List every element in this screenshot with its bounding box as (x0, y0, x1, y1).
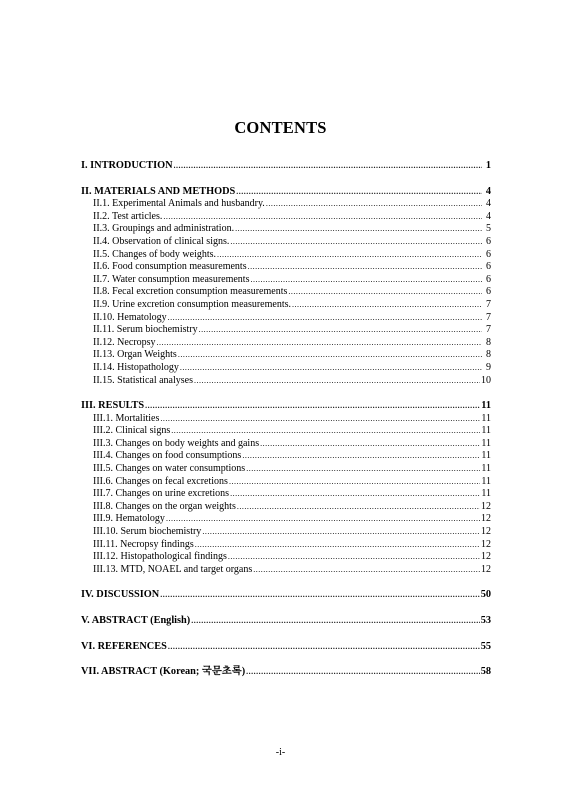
toc-entry-page-number: 11 (481, 488, 491, 500)
toc-subsection-entry (81, 261, 491, 274)
toc-subsection-entry (81, 513, 491, 526)
dot-leader (168, 641, 480, 654)
toc-entry-page-number: 11 (481, 450, 491, 462)
toc-entry-page-number: 9 (486, 361, 491, 373)
toc-entry-page-number: 6 (486, 235, 491, 247)
dot-leader (180, 362, 482, 375)
dot-leader (236, 186, 482, 199)
dot-leader (191, 615, 479, 628)
toc-entry-page-number: 53 (480, 615, 491, 626)
toc-entry-page-number: 6 (486, 286, 491, 298)
toc-entry-label: II.13. Organ Weights (93, 349, 177, 361)
toc-subsection-entry (81, 249, 491, 262)
page-number-footer: -i- (275, 747, 286, 758)
toc-entry-label: II.11. Serum biochemistry (93, 324, 198, 336)
toc-subsection-entry (81, 488, 491, 501)
toc-entry-label: III.6. Changes on fecal excretions (93, 475, 228, 487)
dot-leader (160, 413, 480, 426)
toc-subsection-entry (81, 349, 491, 362)
dot-leader (217, 249, 482, 262)
toc-section-entry (81, 666, 491, 679)
dot-leader (246, 666, 480, 679)
dot-leader (171, 425, 480, 438)
toc-entry-page-number: 6 (486, 261, 491, 273)
toc-entry-label: II.1. Experimental Animals and husbandry. (93, 198, 265, 210)
toc-subsection-entry (81, 526, 491, 539)
toc-entry-label: III.9. Hematology (93, 513, 165, 525)
toc-entry-page-number: 12 (481, 563, 491, 575)
toc-entry-page-number: 12 (481, 526, 491, 538)
dot-leader (194, 375, 480, 388)
toc-subsection-entry (81, 450, 491, 463)
section-gap (81, 628, 491, 641)
dot-leader (246, 463, 480, 476)
toc-entry-page-number: 11 (481, 463, 491, 475)
toc-subsection-entry (81, 539, 491, 552)
dot-leader (242, 450, 480, 463)
dot-leader (166, 513, 480, 526)
toc-entry-label: III. RESULTS (81, 400, 145, 412)
dot-leader (199, 324, 482, 337)
dot-leader (163, 211, 482, 224)
toc-entry-label: III.11. Necropsy findings (93, 538, 194, 550)
toc-entry-label: III.4. Changes on food consumptions (93, 450, 242, 462)
toc-subsection-entry (81, 564, 491, 577)
dot-leader (228, 551, 480, 564)
dot-leader (288, 286, 482, 299)
dot-leader (266, 198, 482, 211)
toc-subsection-entry (81, 425, 491, 438)
toc-entry-page-number: 50 (480, 589, 491, 601)
toc-entry-page-number: 10 (481, 374, 491, 386)
toc-subsection-entry (81, 274, 491, 287)
toc-entry-label: II.12. Necropsy (93, 336, 156, 348)
page-title: CONTENTS (234, 118, 327, 137)
toc-subsection-entry (81, 312, 491, 325)
dot-leader (250, 274, 482, 287)
toc-entry-page-number: 11 (481, 412, 491, 424)
toc-entry-label: II.14. Histopathology (93, 361, 179, 373)
table-of-contents (81, 160, 491, 679)
toc-entry-label: II.5. Changes of body weights. (93, 248, 217, 260)
toc-subsection-entry (81, 362, 491, 375)
toc-entry-label: III.7. Changes on urine excretions (93, 488, 230, 500)
toc-entry-page-number: 7 (486, 324, 491, 336)
toc-entry-page-number: 12 (481, 538, 491, 550)
toc-subsection-entry (81, 476, 491, 489)
toc-entry-label: II.3. Groupings and administration. (93, 223, 235, 235)
toc-entry-page-number: 58 (480, 666, 491, 678)
toc-subsection-entry (81, 236, 491, 249)
toc-entry-page-number: 11 (481, 475, 491, 487)
toc-subsection-entry (81, 501, 491, 514)
toc-subsection-entry (81, 438, 491, 451)
dot-leader (292, 299, 482, 312)
toc-subsection-entry (81, 337, 491, 350)
toc-entry-label: II.10. Hematology (93, 311, 167, 323)
toc-subsection-entry (81, 375, 491, 388)
toc-section-entry (81, 589, 491, 602)
toc-entry-page-number: 8 (486, 336, 491, 348)
section-gap (81, 602, 491, 615)
toc-entry-label: I. INTRODUCTION (81, 160, 173, 171)
section-gap (81, 653, 491, 666)
dot-leader (145, 400, 480, 413)
toc-section-entry (81, 400, 491, 413)
toc-entry-label: II.9. Urine excretion consumption measurements. (93, 298, 291, 310)
toc-entry-label: II.4. Observation of clinical signs. (93, 235, 230, 247)
toc-subsection-entry (81, 223, 491, 236)
toc-subsection-entry (81, 551, 491, 564)
toc-section-entry (81, 615, 491, 628)
toc-entry-page-number: 11 (481, 437, 491, 449)
toc-entry-label: II. MATERIALS AND METHODS (81, 185, 236, 197)
dot-leader (237, 501, 480, 514)
toc-entry-page-number: 6 (486, 248, 491, 260)
toc-entry-page-number: 7 (486, 298, 491, 310)
toc-entry-label: II.6. Food consumption measurements (93, 261, 247, 273)
toc-entry-page-number: 12 (481, 500, 491, 512)
toc-entry-label: III.5. Changes on water consumptions (93, 463, 246, 475)
toc-section-entry (81, 160, 491, 173)
toc-entry-page-number: 4 (486, 198, 491, 210)
toc-entry-page-number: 11 (481, 400, 491, 412)
toc-entry-page-number: 12 (481, 513, 491, 525)
section-gap (81, 173, 491, 186)
dot-leader (168, 312, 482, 325)
dot-leader (202, 526, 480, 539)
toc-subsection-entry (81, 286, 491, 299)
toc-entry-label: III.3. Changes on body weights and gains (93, 437, 260, 449)
toc-entry-page-number: 4 (486, 210, 491, 222)
toc-entry-label: III.13. MTD, NOAEL and target organs (93, 563, 253, 575)
toc-entry-page-number: 1 (485, 160, 491, 171)
toc-entry-page-number: 55 (480, 640, 491, 652)
toc-section-entry (81, 641, 491, 654)
toc-section-entry (81, 186, 491, 199)
toc-entry-page-number: 5 (486, 223, 491, 235)
dot-leader (160, 589, 479, 602)
dot-leader (253, 564, 480, 577)
dot-leader (248, 261, 482, 274)
dot-leader (178, 349, 482, 362)
toc-subsection-entry (81, 211, 491, 224)
toc-entry-label: V. ABSTRACT (English) (81, 615, 191, 626)
dot-leader (229, 476, 480, 489)
dot-leader (174, 160, 482, 173)
dot-leader (235, 223, 482, 236)
toc-entry-page-number: 8 (486, 349, 491, 361)
toc-subsection-entry (81, 198, 491, 211)
toc-entry-label: II.2. Test articles. (93, 210, 163, 222)
dot-leader (230, 488, 480, 501)
toc-subsection-entry (81, 324, 491, 337)
toc-entry-page-number: 12 (481, 551, 491, 563)
section-gap (81, 387, 491, 400)
toc-entry-page-number: 7 (486, 311, 491, 323)
toc-subsection-entry (81, 299, 491, 312)
toc-entry-page-number: 4 (485, 185, 491, 197)
dot-leader (195, 539, 480, 552)
toc-entry-label: III.8. Changes on the organ weights (93, 500, 236, 512)
toc-entry-label: III.12. Histopathological findings (93, 551, 227, 563)
toc-entry-label: IV. DISCUSSION (81, 589, 160, 601)
dot-leader (156, 337, 482, 350)
dot-leader (260, 438, 480, 451)
toc-entry-page-number: 11 (481, 425, 491, 437)
toc-entry-label: II.15. Statistical analyses (93, 374, 193, 386)
section-gap (81, 576, 491, 589)
toc-entry-label: III.2. Clinical signs (93, 425, 171, 437)
toc-entry-page-number: 6 (486, 273, 491, 285)
toc-entry-label: III.1. Mortalities (93, 412, 160, 424)
toc-entry-label: II.8. Fecal excretion consumption measurements (93, 286, 288, 298)
toc-entry-label: VI. REFERENCES (81, 640, 167, 652)
toc-subsection-entry (81, 463, 491, 476)
toc-entry-label: II.7. Water consumption measurements (93, 273, 250, 285)
toc-subsection-entry (81, 413, 491, 426)
dot-leader (230, 236, 482, 249)
toc-entry-label: III.10. Serum biochemistry (93, 526, 202, 538)
toc-entry-label: VII. ABSTRACT (Korean; 국문초록) (81, 666, 246, 678)
